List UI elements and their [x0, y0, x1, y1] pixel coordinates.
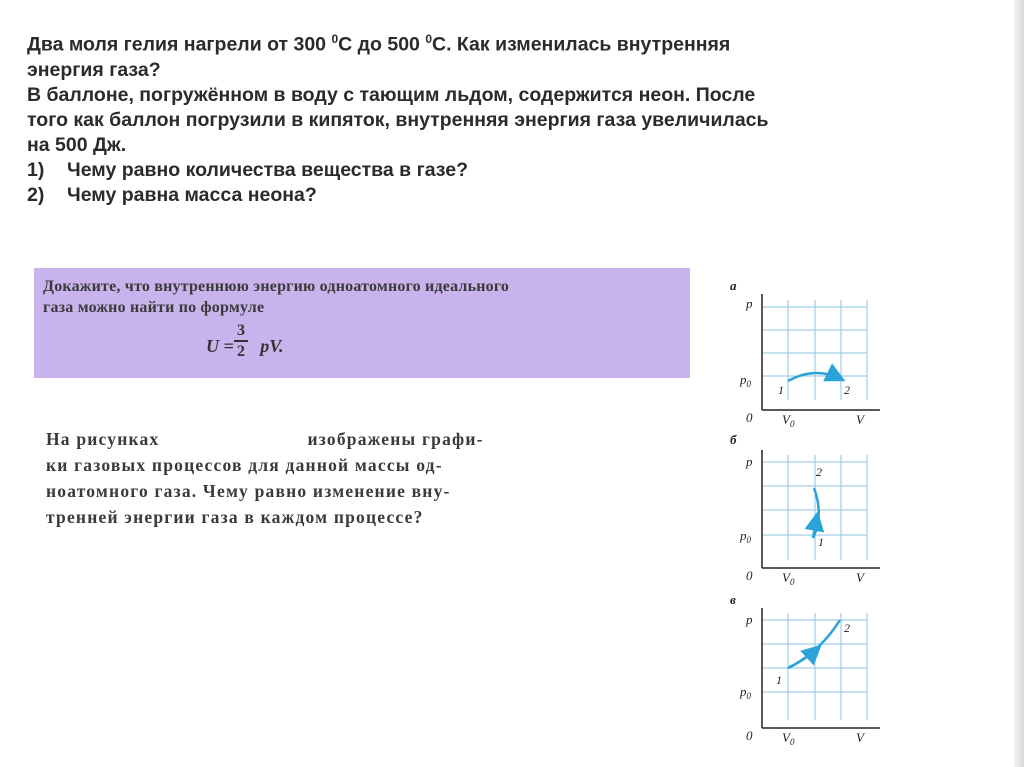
v0-label	[782, 412, 795, 429]
v0-letter: V	[782, 730, 790, 745]
axis-p-label: p	[746, 612, 753, 627]
graph-panel-c	[730, 592, 880, 747]
question-text: Чему равно количества вещества в газе?	[67, 158, 468, 181]
problem-2-line-2: того как баллон погрузили в кипяток, внутренняя энергия газа увеличилась	[27, 108, 769, 131]
text-segment: На рисунках	[46, 429, 160, 449]
v0-letter: V	[782, 570, 790, 585]
formula-rhs: pV.	[260, 336, 284, 356]
axis-v-label: V	[856, 730, 864, 745]
v0-sub: 0	[789, 577, 795, 587]
formula-lhs: U =	[206, 336, 234, 356]
graph-panel-b	[730, 432, 880, 587]
p0-sub: 0	[746, 691, 751, 701]
degree-sup: 0	[331, 32, 339, 46]
grid	[762, 455, 867, 560]
v0-letter: V	[782, 412, 790, 427]
p0-letter: p	[740, 372, 747, 387]
axis-v-label: V	[856, 412, 864, 427]
origin-label: 0	[746, 568, 753, 583]
p0-label	[739, 372, 752, 389]
question-2	[27, 183, 1012, 208]
problem-1-line-1	[27, 27, 1012, 58]
text-segment: С. Как изменилась внутренняя	[432, 33, 731, 56]
graph-question-line-4: тренней энергии газа в каждом процессе?	[46, 507, 424, 527]
text-segment: С до 500	[338, 33, 426, 56]
v0-sub: 0	[789, 737, 795, 747]
p0-label	[739, 528, 752, 545]
graph-panel-a	[730, 278, 880, 429]
formula-fraction	[234, 322, 248, 360]
v0-label	[782, 730, 795, 747]
state-2-label: 2	[844, 621, 850, 635]
graph-question-text	[46, 426, 596, 530]
p0-label	[739, 684, 752, 701]
internal-energy-formula	[206, 322, 284, 360]
origin-label: 0	[746, 410, 753, 425]
origin-label: 0	[746, 728, 753, 743]
fraction-numerator: 3	[237, 322, 245, 339]
p0-sub: 0	[746, 535, 751, 545]
state-2-label: 2	[816, 465, 822, 479]
state-1-label: 1	[776, 673, 782, 687]
question-number: 2)	[27, 183, 45, 206]
graphs-svg	[720, 270, 900, 760]
question-1	[27, 158, 1012, 183]
question-number: 1)	[27, 158, 45, 181]
proof-task-box	[34, 268, 690, 378]
grid	[762, 613, 867, 720]
v0-label	[782, 570, 795, 587]
degree-sup: 0	[425, 32, 432, 46]
p0-letter: p	[740, 528, 747, 543]
state-1-label: 1	[818, 535, 824, 549]
state-1-label: 1	[778, 383, 784, 397]
panel-label: а	[730, 278, 737, 293]
axis-v-label: V	[856, 570, 864, 585]
panel-label: б	[730, 432, 737, 447]
p0-letter: p	[740, 684, 747, 699]
proof-line-1: Докажите, что внутреннюю энергию одноатомного идеального	[43, 278, 510, 295]
state-2-label: 2	[844, 383, 850, 397]
fraction-bar	[234, 340, 248, 342]
axis-p-label: p	[746, 296, 753, 311]
graph-question-line-2: ки газовых процессов для данной массы од-	[46, 455, 443, 475]
slide-edge-shadow	[1014, 0, 1024, 767]
graph-question-line-1	[46, 426, 596, 452]
text-segment: Два моля гелия нагрели от 300	[27, 33, 332, 56]
v0-sub: 0	[789, 419, 795, 429]
fraction-denominator: 2	[237, 342, 245, 360]
question-text: Чему равна масса неона?	[67, 183, 317, 206]
graph-question-line-3: ноатомного газа. Чему равно изменение вну-	[46, 481, 451, 501]
problem-1-line-2: энергия газа?	[27, 58, 161, 81]
process-graphs	[720, 270, 900, 760]
problem-2-line-3: на 500 Дж.	[27, 133, 127, 156]
proof-line-2: газа можно найти по формуле	[43, 299, 265, 316]
panel-label: в	[730, 592, 736, 607]
problems-text	[27, 27, 1012, 208]
text-segment: изображены графи-	[307, 429, 484, 449]
problem-2-line-1: В баллоне, погружённом в воду с тающим льдом, содержится неон. После	[27, 83, 756, 106]
axis-p-label: p	[746, 454, 753, 469]
p0-sub: 0	[746, 379, 751, 389]
